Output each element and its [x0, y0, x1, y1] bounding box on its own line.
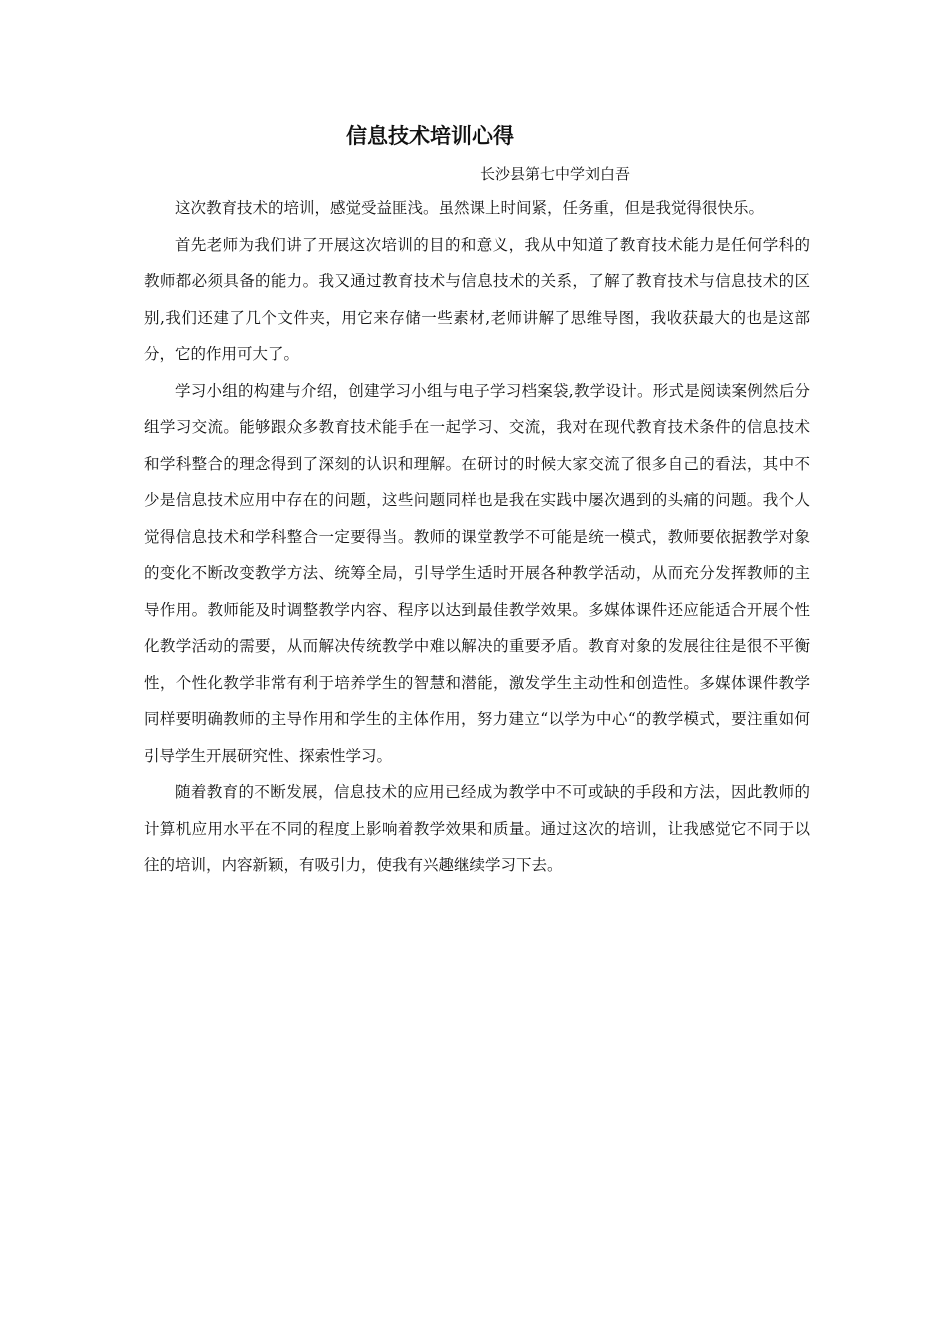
- body-paragraph: 随着教育的不断发展，信息技术的应用已经成为教学中不可或缺的手段和方法，因此教师的计算机应用水平在不同的程度上影响着教学效果和质量。通过这次的培训，让我感觉它不同于以往的培训，内容新颖，有吸引力，使我有兴趣继续学习下去。: [144, 783, 810, 874]
- document-title: 信息技术培训心得: [346, 124, 514, 148]
- body-paragraph: 首先老师为我们讲了开展这次培训的目的和意义，我从中知道了教育技术能力是任何学科的教师都必须具备的能力。我又通过教育技术与信息技术的关系，了解了教育技术与信息技术的区别,我们还建了几个文件夹，用它来存储一些素材,老师讲解了思维导图，我收获最大的也是这部分，它的作用可大了。: [144, 235, 810, 363]
- body-paragraph: 这次教育技术的培训，感觉受益匪浅。虽然课上时间紧，任务重，但是我觉得很快乐。: [175, 199, 765, 217]
- document-author: 长沙县第七中学刘白吾: [479, 165, 630, 183]
- body-paragraph: 学习小组的构建与介绍，创建学习小组与电子学习档案袋,教学设计。形式是阅读案例然后分组学习交流。能够跟众多教育技术能手在一起学习、交流，我对在现代教育技术条件的信息技术和学科整合的理念得到了深刻的认识和理解。在研讨的时候大家交流了很多自己的看法，其中不少是信息技术应用中存在的问题，这些问题同样也是我在实践中屡次遇到的头痛的问题。我个人觉得信息技术和学科整合一定要得当。教师的课堂教学不可能是统一模式，教师要依据教学对象的变化不断改变教学方法、统筹全局，引导学生适时开展各种教学活动，从而充分发挥教师的主导作用。教师能及时调整教学内容、程序以达到最佳教学效果。多媒体课件还应能适合开展个性化教学活动的需要，从而解决传统教学中难以解决的重要矛盾。教育对象的发展往往是很不平衡性，个性化教学非常有利于培养学生的智慧和潜能，激发学生主动性和创造性。多媒体课件教学同样要明确教师的主导作用和学生的主体作用，努力建立“以学为中心“的教学模式，要注重如何引导学生开展研究性、探索性学习。: [144, 381, 810, 765]
- document-body: [144, 190, 810, 884]
